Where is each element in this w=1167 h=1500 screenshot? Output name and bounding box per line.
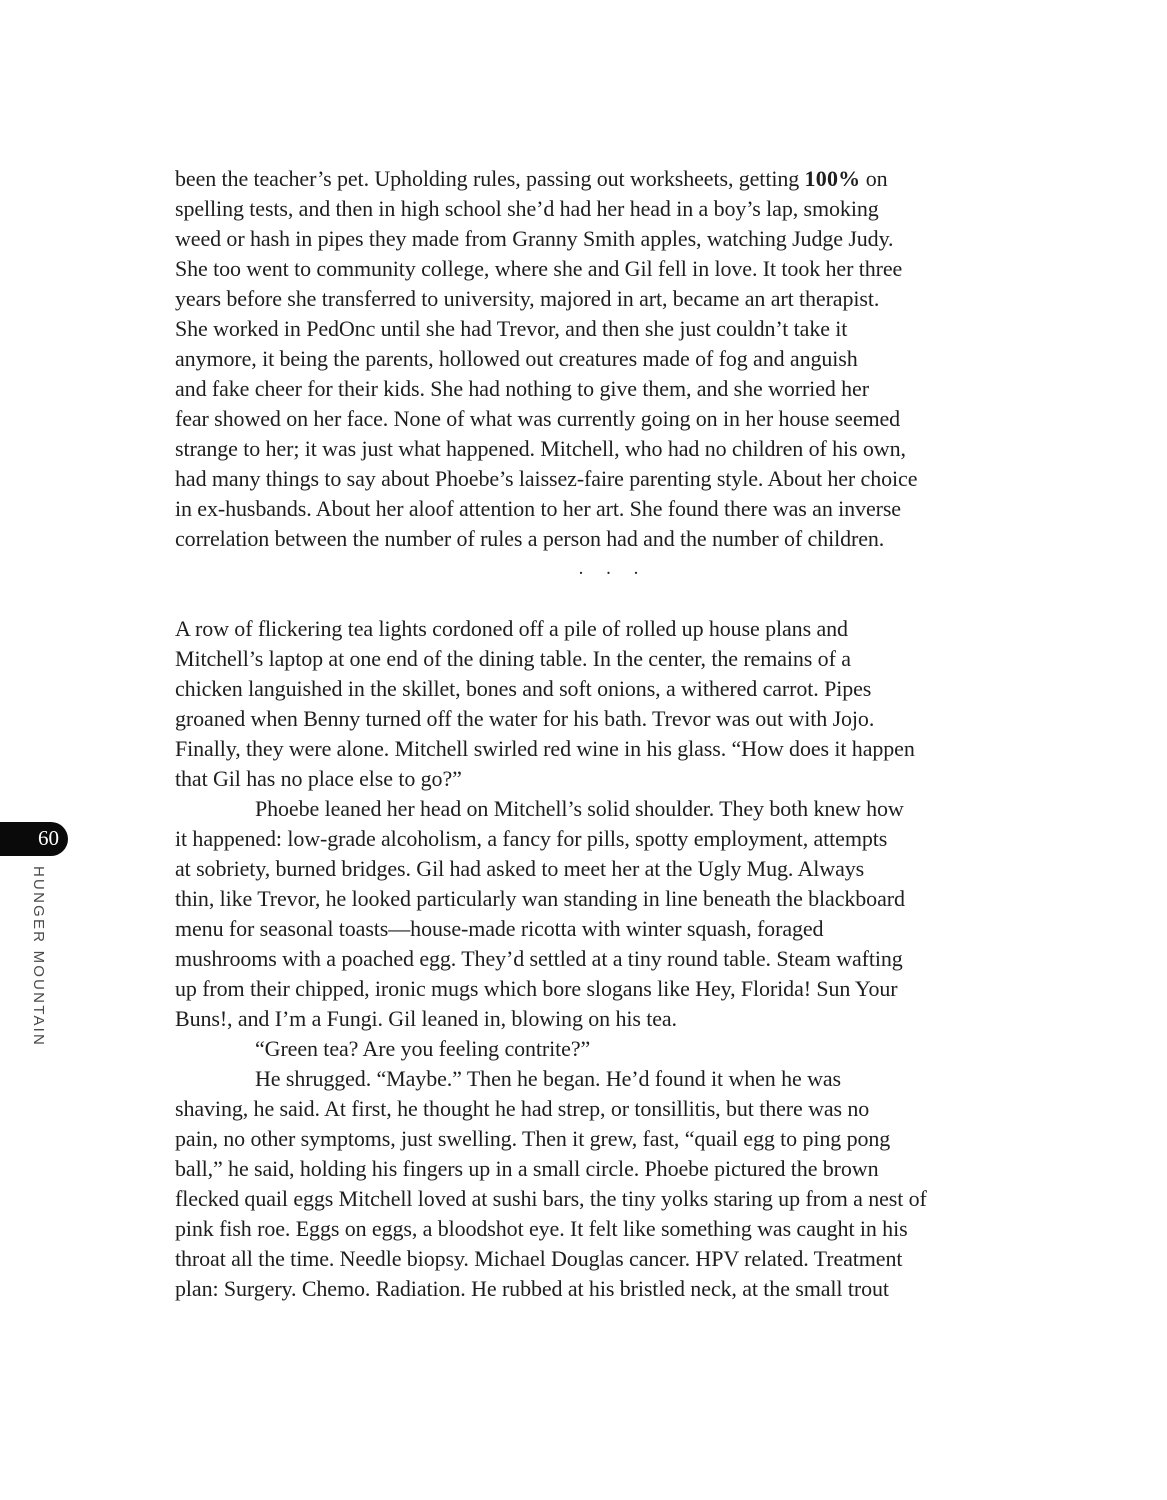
text-line: thin, like Trevor, he looked particularly wan standing in line beneath the blackboard — [175, 886, 905, 911]
text-line: She worked in PedOnc until she had Trevor, and then she just couldn’t take it — [175, 316, 848, 341]
paragraph — [175, 1064, 1051, 1304]
text-line: mushrooms with a poached egg. They’d settled at a tiny round table. Steam wafting — [175, 946, 903, 971]
story-text-column — [175, 164, 1051, 1304]
text-line: in ex-husbands. About her aloof attention to her art. She found there was an inverse — [175, 496, 901, 521]
section-break-dots: . . . — [578, 558, 648, 579]
paragraph — [175, 614, 1051, 794]
text-line: anymore, it being the parents, hollowed out creatures made of fog and anguish — [175, 346, 858, 371]
text-line: strange to her; it was just what happened. Mitchell, who had no children of his own, — [175, 436, 906, 461]
text-line: pain, no other symptoms, just swelling. Then it grew, fast, “quail egg to ping pong — [175, 1126, 891, 1151]
text-line: menu for seasonal toasts—house-made ricotta with winter squash, foraged — [175, 916, 824, 941]
journal-title-vertical: HUNGER MOUNTAIN — [30, 866, 47, 1048]
text-line: Mitchell’s laptop at one end of the dining table. In the center, the remains of a — [175, 646, 851, 671]
text-line: years before she transferred to university, majored in art, became an art therapist. — [175, 286, 880, 311]
text-line: plan: Surgery. Chemo. Radiation. He rubbed at his bristled neck, at the small trout — [175, 1276, 889, 1301]
text-line: at sobriety, burned bridges. Gil had asked to meet her at the Ugly Mug. Always — [175, 856, 865, 881]
text-line: Phoebe leaned her head on Mitchell’s solid shoulder. They both knew how — [255, 796, 904, 821]
page-number: 60 — [38, 826, 59, 850]
text-line: been the teacher’s pet. Upholding rules, passing out worksheets, getting 100% on — [175, 166, 888, 191]
text-line: correlation between the number of rules a person had and the number of children. — [175, 526, 885, 551]
text-line: had many things to say about Phoebe’s laissez-faire parenting style. About her choice — [175, 466, 918, 491]
text-line: pink fish roe. Eggs on eggs, a bloodshot eye. It felt like something was caught in his — [175, 1216, 908, 1241]
text-line: up from their chipped, ironic mugs which bore slogans like Hey, Florida! Sun Your — [175, 976, 898, 1001]
paragraph — [175, 164, 1051, 554]
text-line: ball,” he said, holding his fingers up in a small circle. Phoebe pictured the brown — [175, 1156, 879, 1181]
text-line: shaving, he said. At first, he thought he had strep, or tonsillitis, but there was no — [175, 1096, 870, 1121]
paragraph — [175, 794, 1051, 1034]
text-line: She too went to community college, where she and Gil fell in love. It took her three — [175, 256, 903, 281]
text-line: flecked quail eggs Mitchell loved at sushi bars, the tiny yolks staring up from a nest of — [175, 1186, 927, 1211]
text-line: it happened: low-grade alcoholism, a fancy for pills, spotty employment, attempts — [175, 826, 888, 851]
text-line: “Green tea? Are you feeling contrite?” — [255, 1036, 591, 1061]
text-line: chicken languished in the skillet, bones and soft onions, a withered carrot. Pipes — [175, 676, 872, 701]
text-line: Buns!, and I’m a Fungi. Gil leaned in, blowing on his tea. — [175, 1006, 677, 1031]
paragraph — [175, 1034, 1051, 1064]
text-line: Finally, they were alone. Mitchell swirled red wine in his glass. “How does it happen — [175, 736, 915, 761]
text-line: that Gil has no place else to go?” — [175, 766, 462, 791]
text-line: and fake cheer for their kids. She had nothing to give them, and she worried her — [175, 376, 869, 401]
text-line: spelling tests, and then in high school she’d had her head in a boy’s lap, smoking — [175, 196, 879, 221]
text-line: weed or hash in pipes they made from Granny Smith apples, watching Judge Judy. — [175, 226, 894, 251]
text-line: fear showed on her face. None of what was currently going on in her house seemed — [175, 406, 901, 431]
text-line: groaned when Benny turned off the water for his bath. Trevor was out with Jojo. — [175, 706, 875, 731]
text-line: He shrugged. “Maybe.” Then he began. He’d found it when he was — [255, 1066, 841, 1091]
text-line: throat all the time. Needle biopsy. Michael Douglas cancer. HPV related. Treatment — [175, 1246, 903, 1271]
text-line: A row of flickering tea lights cordoned off a pile of rolled up house plans and — [175, 616, 848, 641]
page-number-tab — [0, 822, 68, 856]
